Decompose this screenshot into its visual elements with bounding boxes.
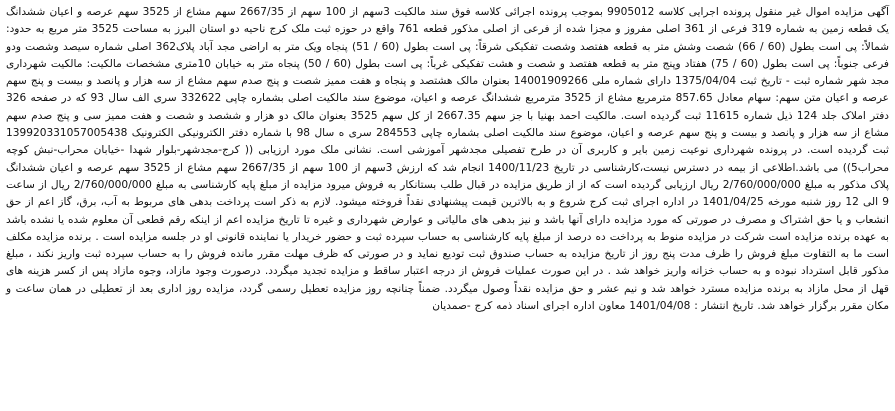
notice-body: آگهی مزایده اموال غیر منقول پرونده اجرایی کلاسه 9905012 بموجب پرونده اجرائی کلاسه فوق سند مالکیت 3سهم از 100 سهم از 2667/35 سهم مشاع از 3525 سهم عرصه و اعیان ششدانگ یک قطعه زمین به شماره 319 فرعی از 361 اصلی مفروز و مجزا شده از فرعی از اصلی مذکور قطعه 761 واقع در حوزه ثبت ملک کرج ناحیه دو استان البرز به مساحت 3525 متر مربع به حدود: شمالاً: پی است بطول (60 / 66) شصت وشش متر به قطعه هفتصد وشصت تفکیکی شرقاً: پی است بطول (60 / 51) پنجاه ویک متر به اراضی مجد آباد پلاک362 اصلی شماره سیصد وشصت ودو فرعی جنوباً: پی است بطول (60 / 75) هفتاد وپنج متر به قطعه هفتصد و شصت و هشت تفکیکی غرباً: پی است بطول (60 / 50) پنجاه متر به خیابان 10متری مشخصات مالکیت: مالکیت شهرداری مجد شهر شماره ثبت - تاریخ ثبت 1375/04/04 دارای شماره ملی 14001909266 بعنوان مالک هشتصد و پنجاه و هفت ممیز شصت و پنج صدم سهم مشاع از سه هزار و پانصد و بیست و پنج سهم عرصه و اعیان متن سهم: سهام معادل 857.65 مترمربع مشاع از 3525 مترمربع ششدانگ عرصه و اعیان، موضوع سند مالکیت اصلی بشماره چاپی 332622 سری الف سال 93 که در صفحه 326 دفتر املاک جلد 124 ذیل شماره 11615 ثبت گردیده است. مالکیت احمد بهنیا با جز سهم 2667.35 از کل سهم 3525 بعنوان مالک دو هزار و ششصد و شصت و هفت ممیز سی و پنج صدم سهم مشاع از سه هزار و پانصد و بیست و پنج سهم عرصه و اعیان، موضوع سند مالکیت اصلی بشماره چاپی 284553 سری ه سال 98 با شماره دفتر الکترونیکی الکترونیک 139920331057005438 ثبت گردیده است. در پرونده شهرداری نوعیت زمین بایر و کاربری آن در طرح تفصیلی مجدشهر آموزشی است. نشانی ملک مورد ارزیابی (( کرج-مجدشهر-بلوار شهدا -خیابان محراب-نبش کوچه محراب5)) می باشد.اطلاعی از بیمه در دسترس نیست،کارشناسی در تاریخ 1400/11/23 انجام شد که ارزش 3سهم از 100 سهم از 2667/35 سهم مشاع از 3525 سهم عرصه و اعیان ششدانگ پلاک مذکور به مبلغ 2/760/000/000 ریال ارزیابی گردیده است که از از طریق مزایده در قبال طلب بستانکار به فروش میرود مزایده از مبلغ پایه کارشناسی به مبلغ 2/760/000/000 ریال از ساعت 9 الی 12 روز شنبه مورخه 1401/04/25 در اداره اجرای ثبت کرج شروع و به بالاترین قیمت پیشنهادی نقداً فروخته میشود. لازم به ذکر است پرداخت بدهی های مربوط به آب، برق، گاز اعم از حق انشعاب و یا حق اشتراک و مصرف در صورتی که مورد مزایده دارای آنها باشد و نیز بدهی های مالیاتی و عوارض شهرداری و غیره تا تاریخ مزایده اعم از اینکه رقم قطعی آن معلوم شده یا نشده باشد به عهده برنده مزایده است شرکت در مزایده منوط به پرداخت ده درصد از مبلغ پایه کارشناسی به حساب سپرده ثبت و حضور خریدار یا نماینده قانونی او در جلسه مزایده است . برنده مزایده مکلف است ما به التفاوت مبلغ فروش را ظرف مدت پنج روز از تاریخ مزایده به حساب صندوق ثبت تودیع نماید و در صورتی که ظرف مهلت مقرر مانده فروش را به حساب سپرده ثبت واریز نکند ، مبلغ مذکور قابل استرداد نبوده و به حساب خزانه واریز خواهد شد . در این صورت عملیات فروش از درجه اعتبار ساقط و مزایده تجدید میگردد. درصورت وجود مازاد، وجوه مازاد پس از کسر هزینه های قهل از محل مازاد به برنده مزایده مسترد خواهد شد و نیم عشر و حق مزایده نقداً وصول میگردد. ضمناً چنانچه روز مزایده تعطیل رسمی گردد، مزایده روز اداری بعد از تعطیلی در همان ساعت و مکان مقرر برگزار خواهد شد. تاریخ انتشار : 1401/04/08 معاون اداره اجرای اسناد ذمه کرج -صمدیان bbox=[6, 6, 890, 313]
